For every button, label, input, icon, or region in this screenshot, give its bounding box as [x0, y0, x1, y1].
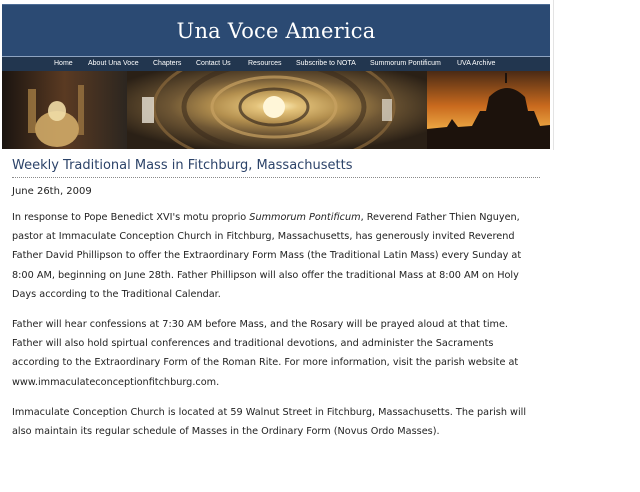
article-paragraph-2: Father will hear confessions at 7:30 AM before Mass, and the Rosary will be prayed aloud at that time. Father will also hold spirtual conferences and traditional devotions, and administer the Sacraments according to the Extraordinary Form of the Roman Rite. For more information, visit the parish website at www.immaculateconceptionfitchburg.com. — [12, 319, 519, 388]
article-paragraph-1 — [12, 208, 536, 304]
header-banner-image — [2, 71, 550, 149]
nav-item-about[interactable]: About Una Voce — [88, 60, 139, 67]
nav-item-chapters[interactable]: Chapters — [153, 60, 182, 67]
nav-item-archive[interactable]: UVA Archive — [457, 60, 496, 67]
nav-item-contact[interactable]: Contact Us — [196, 60, 231, 67]
paragraph-text: , Reverend Father Thien Nguyen, pastor at Immaculate Conception Church in Fitchburg, Massachusetts, has generously invited Reverend Father David Phillipson to offer the Extraordinary Form Mass (the Traditional Latin Mass) every Sunday at 8:00 AM, beginning on June 28th. Father Phillipson will also offer the traditional Mass at 8:00 AM on Holy Days according to the Traditional Calendar. — [12, 212, 522, 300]
article — [12, 158, 536, 441]
nav-item-resources[interactable]: Resources — [248, 60, 282, 67]
emphasis-text: Summorum Pontificum — [249, 212, 361, 223]
page-edge-divider — [553, 0, 557, 150]
site-header — [0, 0, 550, 150]
paragraph-text: In response to Pope Benedict XVI's motu proprio — [12, 212, 250, 223]
main-nav — [2, 56, 550, 71]
post-title[interactable]: Weekly Traditional Mass in Fitchburg, Massachusetts — [12, 158, 540, 178]
site-title[interactable]: Una Voce America — [176, 19, 376, 43]
nav-item-home[interactable]: Home — [54, 60, 73, 67]
post-date: June 26th, 2009 — [12, 186, 92, 197]
title-bar — [2, 4, 550, 57]
nav-item-summorum[interactable]: Summorum Pontificum — [370, 60, 441, 67]
nav-item-subscribe[interactable]: Subscribe to NOTA — [296, 60, 356, 67]
article-paragraph-3: Immaculate Conception Church is located at 59 Walnut Street in Fitchburg, Massachusetts. The parish will also maintain its regular schedule of Masses in the Ordinary Form (Novus Ordo Masses). — [12, 406, 527, 438]
